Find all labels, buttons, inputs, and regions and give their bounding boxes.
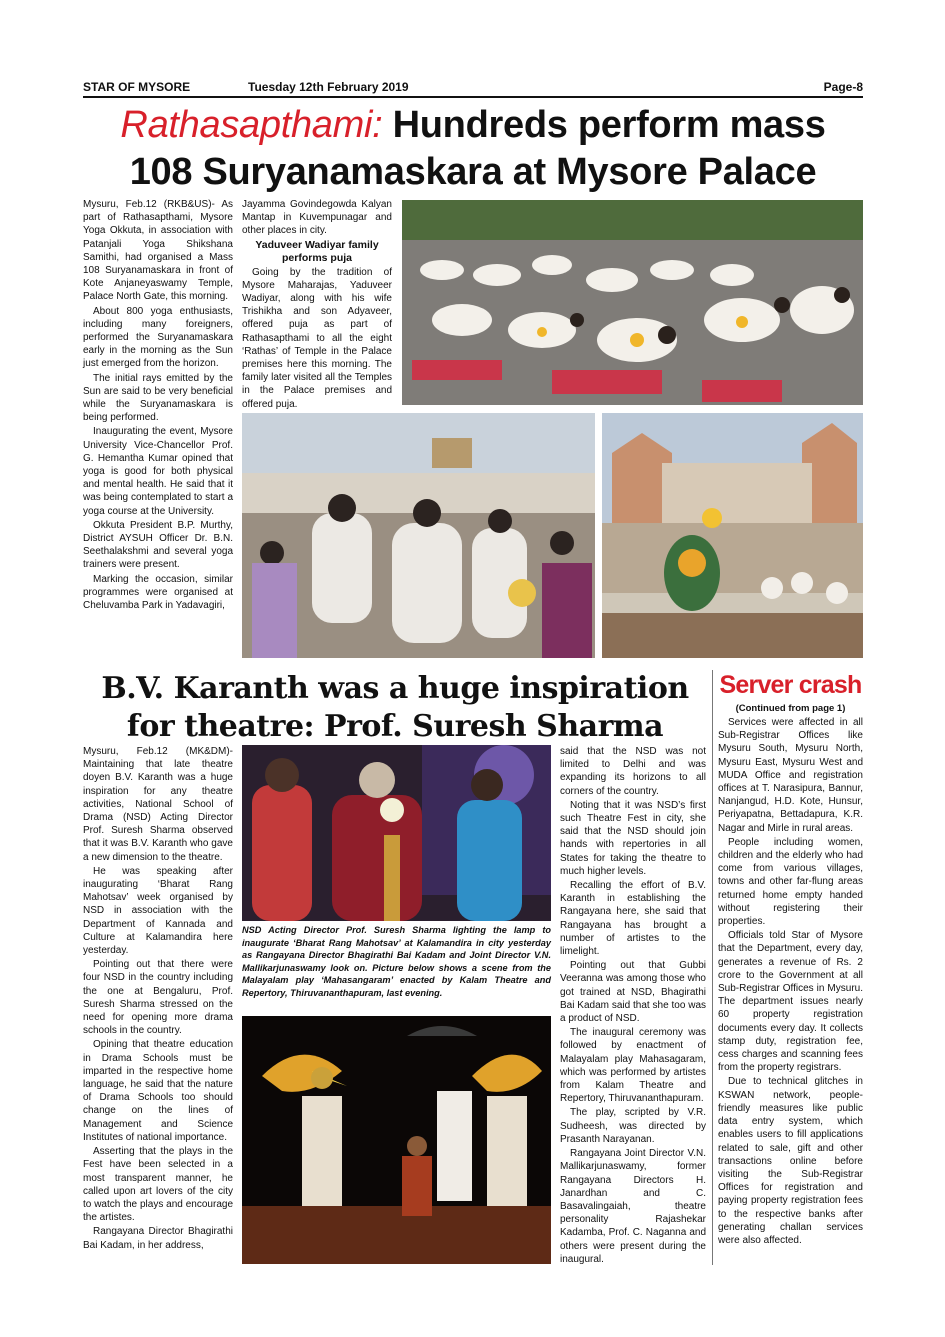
paragraph: The play, scripted by V.R. Sudheesh, was directed by Prasanth Narayanan. [560,1107,706,1145]
photo-caption: NSD Acting Director Prof. Suresh Sharma lighting the lamp to inaugurate ‘Bharat Rang Mahotsav’ at Kalamandira in city yesterday as Rangayana Director Bhagirathi Bai Kadam and Joint Director V.N. Mallikarjunaswamy look on. Picture below shows a scene from the Malayalam play ‘Mahasangaram’ enacted by Kalam Theatre and Repertory, Thiruvananthapuram, last evening. [242,925,551,998]
paragraph: Services were affected in all Sub-Registrar Offices like Mysuru South, Mysuru North, Mysuru East, Mysuru West and MUDA Office and registration offices at T. Narasipura, Bannur, Nanjangud, H.D. Kote, Hunsur, Periyapatna, Bettadapura, K.R. Nagar and Mirle in rural areas. [718,717,863,834]
story2-column3 [560,745,706,1267]
story1-column1 [83,198,233,613]
paragraph: Okkuta President B.P. Murthy, District AYSUH Officer Dr. B.N. Seethalakshmi and several yoga trainers were present. [83,519,233,571]
lamp-lighting-photo [242,745,551,921]
paragraph: The initial rays emitted by the Sun are said to be very beneficial while the Suryanamaskara is being performed. [83,372,233,424]
continued-note: (Continued from page 1) [735,703,846,714]
story2-headline [83,670,707,746]
paragraph: Due to technical glitches in KSWAN network, people-friendly measures like public data entry system, which enables users to fill applications related to sale, gift and other transactions online before visiting the Sub-Registrar Offices for registration and paying property registration fees to the respective banks after generating challan services were also affected. [718,1076,863,1246]
page-number: Page-8 [823,80,863,94]
puja-inauguration-photo [242,413,595,658]
story3-headline: Server crash [719,671,862,699]
paragraph: People including women, children and the elderly who had come from various villages, towns and other far-flung areas returned home empty handed without registering their properties. [718,836,863,928]
paragraph: Opining that theatre education in Drama Schools must be imparted in the respective home language, he said that the nature of Drama Schools too should change on the lines of Management and Science Institutes of national importance. [83,1039,233,1143]
paragraph: Inaugurating the event, Mysore University Vice-Chancellor Prof. G. Hemantha Kumar opined that yoga is good for both physical and mental health. He said that it was being contemplated to start a yoga course at the University. [83,426,233,517]
headline-line2: 108 Suryanamaskara at Mysore Palace [129,151,817,193]
paragraph: said that the NSD was not limited to Delhi and was expanding its horizons to all corners of the country. [560,746,706,797]
paragraph: Asserting that the plays in the Fest have been selected in a most transparent manner, he called upon art lovers of the city to watch the plays and encourage the artistes. [83,1146,233,1224]
paragraph: He was speaking after inaugurating ‘Bharat Rang Mahotsav’ week organised by NSD in association with the Department of Kannada and Culture at Kalamandira here yesterday. [83,865,233,957]
paragraph: Recalling the effort of B.V. Karanth in establishing the Rangayana here, she said that Rangayana has brought a number of artistes to the limelight. [560,880,706,958]
paragraph: Jayamma Govindegowda Kalyan Mantap in Kuvempunagar and other places in city. [242,199,392,237]
paragraph: Rangayana Director Bhagirathi Bai Kadam, in her address, [83,1226,233,1251]
header-rule [83,96,863,98]
paragraph: Pointing out that there were four NSD in the country including the one at Bengaluru, Prof. Suresh Sharma stressed on the need for opening more drama schools in the country. [83,959,233,1037]
column-separator [712,670,713,1265]
story1-column2 [242,198,392,412]
play-scene-photo [242,1016,551,1264]
story1-headline [83,102,863,196]
paragraph: Mysuru, Feb.12 (MK&DM)- Maintaining that late theatre doyen B.V. Karanth was a huge inspiration for any theatre activities, National School of Drama (NSD) Acting Director Prof. Suresh Sharma observed that it was B.V. Karanth who gave a new dimension to the theatre. [83,746,233,863]
subheading: Yaduveer Wadiyar family performs puja [255,238,379,264]
paragraph: Noting that it was NSD’s first such Theatre Fest in city, she said that the NSD should join hands with repertories in all States for taking the theatre to much higher levels. [560,799,706,877]
publication-name: STAR OF MYSORE [83,80,191,94]
paragraph: About 800 yoga enthusiasts, including many foreigners, performed the Suryanamaskara early in the morning as the Sun just emerged from the horizon. [83,305,233,370]
issue-date: Tuesday 12th February 2019 [248,80,409,94]
headline-line1: Hundreds perform mass [382,104,826,146]
headline-line1: B.V. Karanth was a huge inspiration [101,671,689,706]
story2-column1 [83,745,233,1253]
paragraph: Mysuru, Feb.12 (RKB&US)- As part of Rathasapthami, Mysore Yoga Okkuta, in association with Patanjali Yoga Shikshana Samithi, had organised a Mass 108 Suryanamaskara in front of Kote Anjaneyaswamy Temple, Palace North Gate, this morning. [83,199,233,303]
story3-column [718,716,863,1248]
paragraph: Pointing out that Gubbi Veeranna was among those who got trained at NSD, Bhagirathi Bai Kadam said that she too was a product of NSD. [560,960,706,1025]
paragraph: Officials told Star of Mysore that the Department, every day, generates a revenue of Rs. 2 crore to the Government at all Sub-Registrar Offices in Mysuru. The department issues nearly 60 property registration documents every day. It collects stamp duty, registration fee, cess charges and scanning fees from the property registrars. [718,930,863,1074]
paragraph: Rangayana Joint Director V.N. Mallikarjunaswamy, former Rangayana Directors H. Janardhan and C. Basavalingaiah, theatre personality Rajashekar Kadamba, Prof. C. Naganna and others were present during the inaugural. [560,1148,706,1265]
headline-kicker: Rathasapthami: [120,104,383,146]
paragraph: Going by the tradition of Mysore Maharajas, Yaduveer Wadiyar, along with his wife Trishikha and son Adyaveer, offered puja as part of Rathasapthami to all the eight ‘Rathas’ of Temple in the Palace premises here this morning. The family later visited all the Temples in the Palace premises and offered puja. [242,266,392,410]
page-header [83,78,863,96]
paragraph: The inaugural ceremony was followed by enactment of Malayalam play Mahasagaram, which was performed by artistes from Kalam Theatre and Repertory, Thiruvananthapuram. [560,1027,706,1105]
paragraph: Marking the occasion, similar programmes were organised at Cheluvamba Park in Yadavagiri, [83,573,233,612]
palace-ratha-photo [602,413,863,658]
headline-line2: for theatre: Prof. Suresh Sharma [126,709,664,744]
yoga-crowd-photo [402,200,863,405]
